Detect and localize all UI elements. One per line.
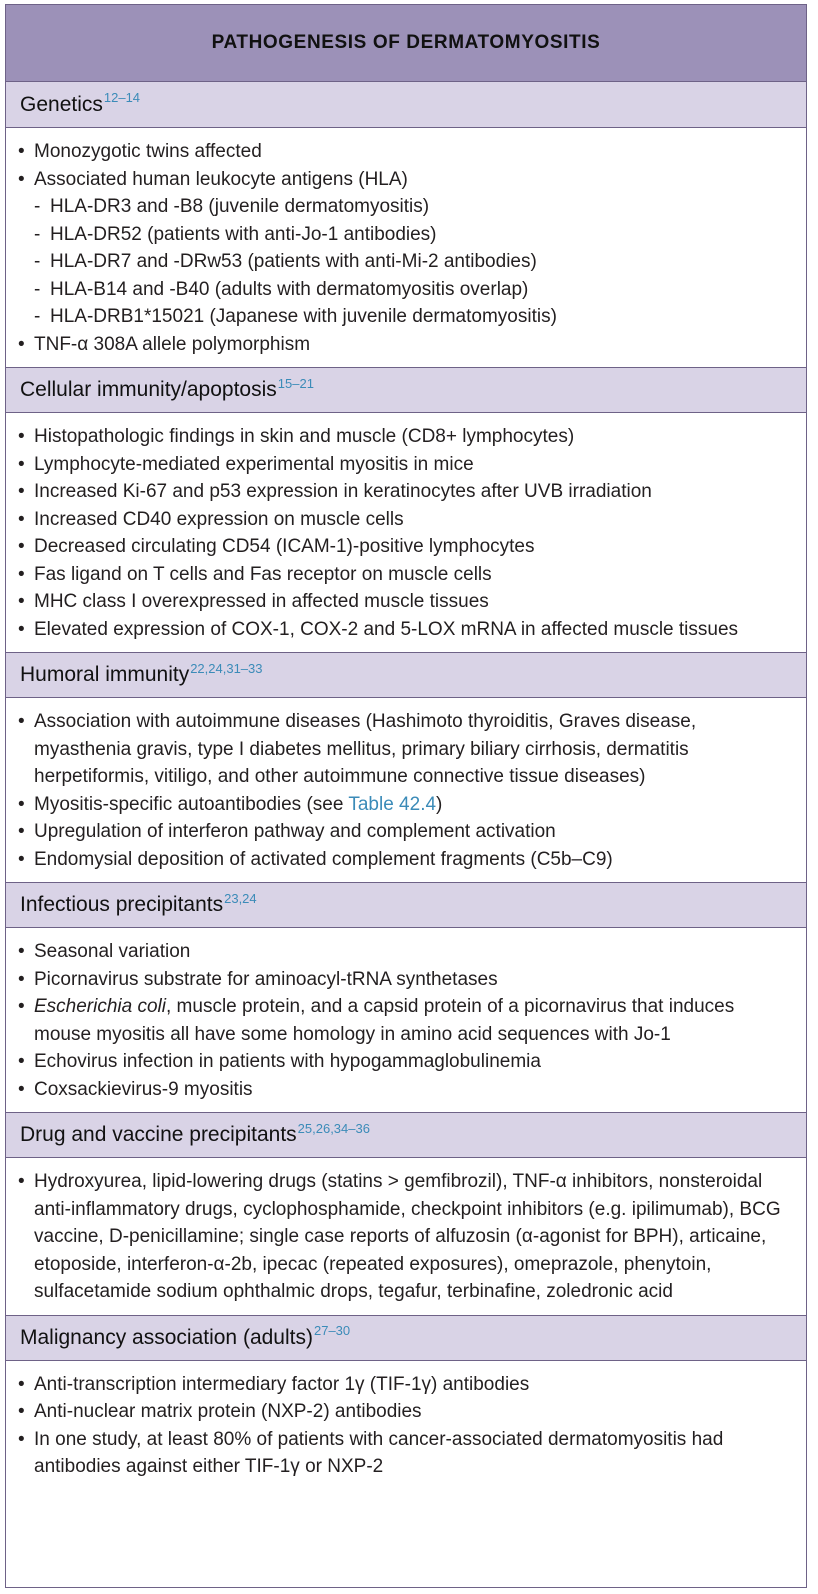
section-heading-text: Drug and vaccine precipitants	[20, 1123, 297, 1146]
item-text-suffix: )	[436, 793, 443, 815]
list-item-text	[34, 506, 792, 534]
section-references: 23,24	[224, 890, 257, 906]
bullet-marker: •	[18, 168, 25, 190]
list-item	[18, 423, 792, 451]
bullet-marker: •	[18, 536, 25, 557]
section-references: 15–21	[277, 375, 314, 391]
item-text: Lymphocyte-mediated experimental myositis in mice	[34, 453, 474, 475]
list-item-text	[34, 166, 792, 194]
item-text: Fas ligand on T cells and Fas receptor on muscle cells	[34, 563, 492, 585]
section-heading-text: Malignancy association (adults)	[20, 1325, 313, 1349]
bullet-marker: •	[18, 821, 25, 842]
list-item-text	[34, 791, 792, 819]
bullet-marker: •	[18, 1171, 25, 1192]
list-item-text	[34, 533, 792, 561]
list-item	[18, 1426, 792, 1481]
list-item-text	[34, 966, 792, 994]
list-item-text	[34, 588, 792, 616]
item-text: Histopathologic findings in skin and muscle (CD8+ lymphocytes)	[34, 426, 575, 447]
item-text: HLA-DR7 and -DRw53 (patients with anti-Mi-2 antibodies)	[50, 251, 537, 272]
dash-marker: -	[34, 251, 41, 272]
sub-list-item	[18, 248, 792, 276]
item-text: Picornavirus substrate for aminoacyl-tRNA synthetases	[34, 968, 498, 990]
list-item	[18, 791, 792, 819]
item-text: In one study, at least 80% of patients with cancer-associated dermatomyositis had antibodies against either TIF-1γ or NXP-2	[34, 1428, 724, 1477]
bullet-marker: •	[18, 996, 25, 1017]
item-text: Coxsackievirus-9 myositis	[34, 1078, 253, 1100]
item-text: Elevated expression of COX-1, COX-2 and 5-LOX mRNA in affected muscle tissues	[34, 618, 739, 640]
table-title: PATHOGENESIS OF DERMATOMYOSITIS	[211, 32, 601, 53]
section-references: 12–14	[103, 90, 141, 105]
pathogenesis-table	[5, 4, 807, 1588]
list-item	[18, 708, 792, 791]
list-item-text	[50, 248, 792, 276]
list-item-text	[50, 193, 792, 221]
item-text: Decreased circulating CD54 (ICAM-1)-positive lymphocytes	[34, 536, 535, 557]
section-references: 25,26,34–36	[297, 1120, 370, 1136]
list-item-text	[34, 1048, 792, 1076]
item-text: Echovirus infection in patients with hypogammaglobulinemia	[34, 1051, 541, 1072]
item-text: HLA-B14 and -B40 (adults with dermatomyositis overlap)	[50, 278, 529, 300]
bullet-marker: •	[18, 508, 25, 530]
list-item-text	[34, 423, 792, 451]
list-item-text	[34, 1371, 792, 1399]
list-item	[18, 588, 792, 616]
list-item-text	[34, 331, 792, 359]
bullet-marker: •	[18, 941, 25, 962]
item-text: HLA-DR52 (patients with anti-Jo-1 antibodies)	[50, 223, 437, 245]
list-item	[18, 561, 792, 589]
list-item-text	[50, 303, 792, 331]
table-title-bar	[6, 5, 806, 82]
bullet-marker: •	[18, 848, 25, 870]
list-item	[18, 616, 792, 644]
list-item	[18, 331, 792, 359]
list-item-text	[50, 276, 792, 304]
section-heading	[6, 652, 806, 698]
list-item-text	[34, 1076, 792, 1104]
item-text: MHC class I overexpressed in affected muscle tissues	[34, 591, 489, 612]
section-heading-text: Humoral immunity	[20, 663, 190, 686]
section-body	[6, 1361, 806, 1490]
list-item-text	[34, 616, 792, 644]
section-heading	[6, 82, 806, 128]
dash-marker: -	[34, 278, 41, 300]
item-text: Associated human leukocyte antigens (HLA)	[34, 168, 408, 190]
item-text: Anti-nuclear matrix protein (NXP-2) antibodies	[34, 1401, 422, 1422]
bullet-marker: •	[18, 481, 25, 502]
bullet-marker: •	[18, 591, 25, 612]
section-references: 27–30	[313, 1323, 351, 1338]
list-item	[18, 451, 792, 479]
italic-term: Escherichia coli	[34, 996, 166, 1017]
item-text: , muscle protein, and a capsid protein of a picornavirus that induces mouse myositis all have some homology in amino acid sequences with Jo-1	[34, 996, 735, 1045]
list-item-text	[34, 1168, 792, 1306]
list-item	[18, 478, 792, 506]
sub-list-item	[18, 303, 792, 331]
list-item-text	[34, 938, 792, 966]
section-body	[6, 413, 806, 652]
list-item-text	[34, 818, 792, 846]
list-item-text	[34, 846, 792, 874]
list-item	[18, 846, 792, 874]
section-heading	[6, 367, 806, 413]
item-text: Seasonal variation	[34, 941, 191, 962]
item-text: TNF-α 308A allele polymorphism	[34, 333, 311, 355]
list-item-text	[34, 451, 792, 479]
list-item-text	[34, 478, 792, 506]
item-text: Myositis-specific autoantibodies (see	[34, 793, 349, 815]
bullet-marker: •	[18, 1428, 25, 1450]
item-text: Increased CD40 expression on muscle cells	[34, 508, 404, 530]
item-text: Increased Ki-67 and p53 expression in keratinocytes after UVB irradiation	[34, 481, 652, 502]
list-item	[18, 138, 792, 166]
list-item-text	[34, 1398, 792, 1426]
section-heading	[6, 882, 806, 928]
bullet-marker: •	[18, 141, 25, 162]
bullet-marker: •	[18, 1401, 25, 1422]
list-item-text	[34, 1426, 792, 1481]
list-item	[18, 506, 792, 534]
list-item	[18, 1076, 792, 1104]
bullet-marker: •	[18, 711, 25, 732]
list-item-text	[34, 993, 792, 1048]
list-item	[18, 966, 792, 994]
section-heading-text: Infectious precipitants	[20, 893, 224, 916]
dash-marker: -	[34, 306, 41, 327]
section-heading-text: Genetics	[20, 92, 103, 116]
list-item-text	[34, 138, 792, 166]
sub-list-item	[18, 193, 792, 221]
bullet-marker: •	[18, 793, 25, 815]
section-body	[6, 128, 806, 367]
section-references: 22,24,31–33	[190, 660, 263, 676]
list-item-text	[50, 221, 792, 249]
list-item-text	[34, 708, 792, 791]
section-body	[6, 1158, 806, 1315]
list-item	[18, 166, 792, 194]
bullet-marker: •	[18, 563, 25, 585]
bullet-marker: •	[18, 453, 25, 475]
list-item	[18, 533, 792, 561]
item-text: Endomysial deposition of activated complement fragments (C5b–C9)	[34, 848, 613, 870]
bullet-marker: •	[18, 333, 25, 355]
item-text: Monozygotic twins affected	[34, 141, 262, 162]
sub-list-item	[18, 221, 792, 249]
item-text: Anti-transcription intermediary factor 1γ (TIF-1γ) antibodies	[34, 1373, 530, 1395]
list-item	[18, 1398, 792, 1426]
bullet-marker: •	[18, 1078, 25, 1100]
list-item	[18, 1168, 792, 1306]
item-text: Hydroxyurea, lipid-lowering drugs (statins > gemfibrozil), TNF-α inhibitors, nonsteroidal anti-inflammatory drugs, cyclophosphamide, checkpoint inhibitors (e.g. ipilimumab), BCG vaccine, D-penicillamine; single case reports of alfuzosin (α-agonist for BPH), articaine, etoposide, interferon-α-2b, ipecac (repeated exposures), omeprazole, phenytoin, sulfacetamide sodium ophthalmic drops, tegafur, terbinafine, zoledronic acid	[34, 1171, 781, 1302]
item-text: HLA-DR3 and -B8 (juvenile dermatomyositis)	[50, 196, 430, 217]
bullet-marker: •	[18, 968, 25, 990]
bullet-marker: •	[18, 618, 25, 640]
list-item	[18, 993, 792, 1048]
section-heading	[6, 1112, 806, 1158]
list-item-text	[34, 561, 792, 589]
list-item	[18, 938, 792, 966]
dash-marker: -	[34, 196, 41, 217]
section-body	[6, 698, 806, 882]
section-heading	[6, 1315, 806, 1361]
item-text: HLA-DRB1*15021 (Japanese with juvenile dermatomyositis)	[50, 306, 557, 327]
bullet-marker: •	[18, 1051, 25, 1072]
dash-marker: -	[34, 223, 41, 245]
list-item	[18, 1048, 792, 1076]
list-item	[18, 1371, 792, 1399]
item-text: Association with autoimmune diseases (Hashimoto thyroiditis, Graves disease, myasthenia gravis, type I diabetes mellitus, primary biliary cirrhosis, dermatitis herpetiformis, vitiligo, and other autoimmune connective tissue diseases)	[34, 711, 697, 787]
bullet-marker: •	[18, 426, 25, 447]
list-item	[18, 818, 792, 846]
table-reference-link[interactable]: Table 42.4	[348, 793, 437, 815]
section-heading-text: Cellular immunity/apoptosis	[20, 378, 277, 401]
section-body	[6, 928, 806, 1112]
item-text: Upregulation of interferon pathway and complement activation	[34, 821, 556, 842]
bullet-marker: •	[18, 1373, 25, 1395]
table-sections	[6, 82, 806, 1490]
sub-list-item	[18, 276, 792, 304]
